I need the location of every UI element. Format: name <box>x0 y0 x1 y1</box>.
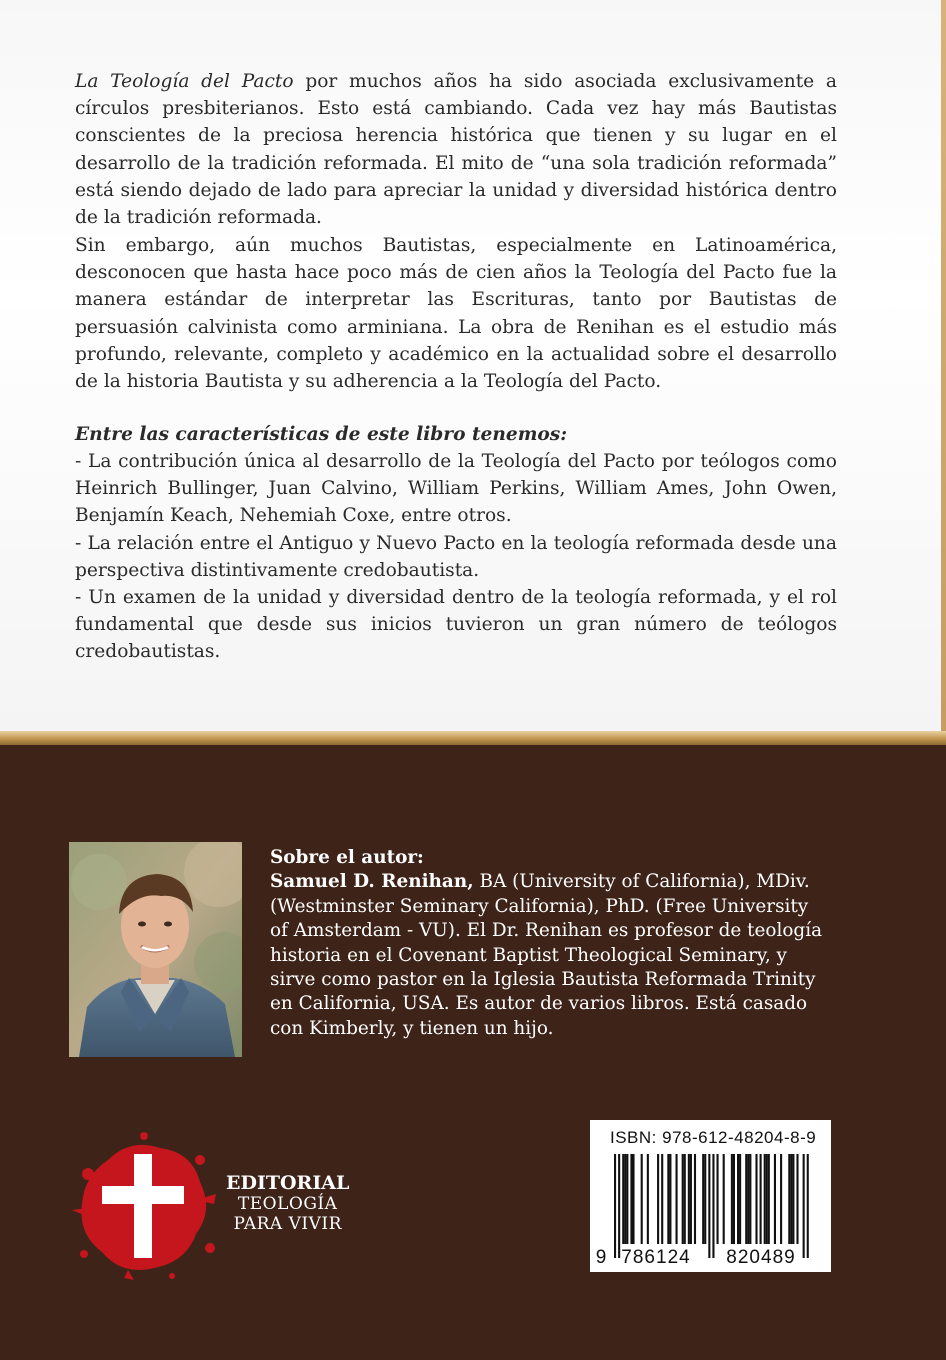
author-photo <box>69 842 242 1057</box>
barcode-bar <box>790 1154 792 1244</box>
barcode-right-digits: 820489 <box>726 1247 796 1268</box>
author-bio-line: en California, USA. Es autor de varios libros. Está casado <box>270 993 808 1015</box>
feature-item: - La relación entre el Antiguo y Nuevo Pacto en la teología reformada desde una perspectiva distintivamente credobautista. <box>75 532 837 581</box>
barcode-bar <box>807 1154 809 1258</box>
author-name: Samuel D. Renihan, <box>270 871 474 893</box>
publisher-line-2: TEOLOGÍA <box>237 1194 338 1214</box>
barcode-bar <box>768 1154 770 1244</box>
barcode-bar <box>747 1154 749 1244</box>
barcode-bar <box>622 1154 624 1244</box>
publisher-line-1: EDITORIAL <box>226 1172 350 1194</box>
barcode-bar <box>676 1154 678 1244</box>
barcode-first-digit: 9 <box>595 1247 607 1268</box>
barcode-bar <box>764 1154 766 1244</box>
gold-divider <box>0 731 946 745</box>
author-heading: Sobre el autor: <box>270 847 424 868</box>
author-bio-line: historia en el Covenant Baptist Theological Seminary, y <box>270 944 787 966</box>
author-bio-line: con Kimberly, y tienen un hijo. <box>270 1017 554 1039</box>
barcode-bar <box>755 1154 757 1244</box>
barcode-bar <box>737 1154 739 1244</box>
barcode-bar <box>708 1154 710 1258</box>
barcode-bar <box>717 1154 719 1244</box>
publisher-logo-cross-icon <box>68 1130 218 1280</box>
barcode-bar <box>647 1154 649 1244</box>
barcode-bar <box>796 1154 798 1244</box>
barcode-bar <box>688 1154 690 1244</box>
barcode-bar <box>704 1154 706 1244</box>
barcode-bar <box>749 1154 751 1244</box>
features-heading: Entre las características de este libro tenemos: <box>75 424 568 445</box>
barcode-bar <box>766 1154 768 1244</box>
barcode-bar <box>723 1154 725 1244</box>
barcode-bar <box>641 1154 643 1244</box>
feature-item: - Un examen de la unidad y diversidad dentro de la teología reformada, y el rol fundamental que desde sus inicios tuvieron un gran número de teólogos credobautistas. <box>75 587 837 663</box>
barcode-bar <box>682 1154 684 1244</box>
publisher-line-3: PARA VIVIR <box>233 1214 342 1234</box>
publisher-name <box>226 1172 349 1234</box>
barcode-bar <box>739 1154 741 1244</box>
barcode-bar <box>684 1154 686 1244</box>
isbn-barcode <box>590 1120 831 1272</box>
author-bio-line: of Amsterdam - VU). El Dr. Renihan es profesor de teología <box>270 920 823 942</box>
book-title-italic: La Teología del Pacto <box>75 71 294 92</box>
barcode-bar <box>731 1154 733 1244</box>
author-bio-line: sirve como pastor en la Iglesia Bautista Reformada Trinity <box>270 969 816 991</box>
barcode-bar <box>760 1154 762 1244</box>
barcode-bar <box>624 1154 626 1244</box>
intro-paragraph-1 <box>75 68 837 231</box>
barcode-bar <box>626 1154 628 1244</box>
feature-item: - La contribución única al desarrollo de la Teología del Pacto por teólogos como Heinrich Bullinger, Juan Calvino, William Perkins, William Ames, John Owen, Benjamín Keach, Nehemiah Coxe, entre otros. <box>75 451 837 527</box>
author-credentials: BA (University of California), MDiv. <box>473 871 810 893</box>
barcode-bar <box>669 1154 671 1244</box>
author-bio <box>270 846 870 1041</box>
barcode-bar <box>657 1154 659 1244</box>
barcode-left-digits: 786124 <box>621 1247 691 1268</box>
barcode-bar <box>792 1154 794 1244</box>
barcode-bar <box>690 1154 692 1244</box>
barcode-bar <box>712 1154 714 1258</box>
barcode-bar <box>745 1154 747 1244</box>
barcode-bar <box>702 1154 704 1244</box>
barcode-bar <box>774 1154 776 1244</box>
barcode-bar <box>614 1154 616 1258</box>
barcode-bar <box>733 1154 735 1244</box>
features-list <box>75 448 837 666</box>
barcode-bar <box>694 1154 696 1244</box>
author-bio-line: (Westminster Seminary California), PhD. (Free University <box>270 895 809 917</box>
barcode-bar <box>667 1154 669 1244</box>
isbn-label: ISBN: 978-612-48204-8-9 <box>610 1128 817 1147</box>
barcode-bar <box>632 1154 634 1244</box>
author-bio-line <box>270 870 870 894</box>
barcode-bar <box>780 1154 782 1244</box>
barcode-bar <box>630 1154 632 1244</box>
barcode-bar <box>788 1154 790 1244</box>
barcode-bar <box>661 1154 663 1244</box>
intro-paragraph-1-text: por muchos años ha sido asociada exclusivamente a círculos presbiterianos. Esto está cambiando. Cada vez hay más Bautistas conscientes de la preciosa herencia histórica que tienen y su lugar en el desarrollo de la tradición reformada. El mito de “una sola tradición reformada” está siendo dejado de lado para apreciar la unidad y diversidad histórica dentro de la tradición reformada. <box>75 71 838 229</box>
intro-paragraph-2: Sin embargo, aún muchos Bautistas, especialmente en Latinoamérica, desconocen que hasta hace poco más de cien años la Teología del Pacto fue la manera estándar de interpretar las Escrituras, tanto por Bautistas de persuasión calvinista como arminiana. La obra de Renihan es el estudio más profundo, relevante, completo y académico en la actualidad sobre el desarrollo de la historia Bautista y su adherencia a la Teología del Pacto. <box>75 235 837 393</box>
barcode-bar <box>618 1154 620 1258</box>
barcode-bar <box>803 1154 805 1258</box>
